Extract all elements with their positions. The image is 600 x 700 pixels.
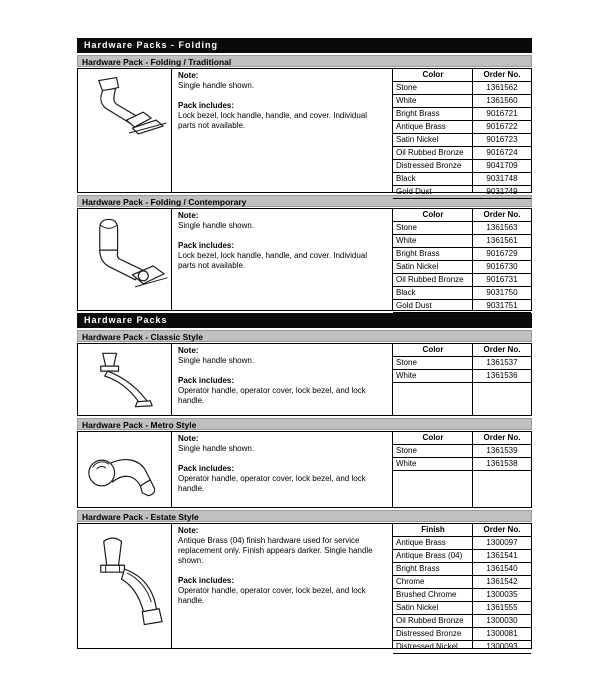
note-text: Antique Brass (04) finish hardware used for service replacement only. Finish appears darker. Single handle shown. (178, 536, 373, 565)
color-name-cell: Black (396, 288, 416, 297)
section-header-folding-contemporary: Hardware Pack - Folding / Contemporary (77, 195, 532, 207)
finish-order-table (393, 524, 531, 651)
table-row (393, 235, 531, 248)
color-name-cell: Brushed Chrome (396, 590, 457, 599)
color-name-cell: Oil Rubbed Bronze (396, 275, 464, 284)
table-row (393, 274, 531, 287)
catalog-page (77, 38, 532, 651)
section-classic-style (77, 343, 532, 416)
table-header-row (393, 524, 531, 537)
table-header-row (393, 209, 531, 222)
table-row (393, 550, 531, 563)
column-header-color: Color (422, 345, 444, 354)
color-name-cell: White (396, 96, 417, 105)
table-column-divider (472, 524, 473, 648)
order-number-cell: 1300093 (486, 642, 518, 651)
note-label: Note: (178, 71, 199, 80)
section-header-metro-style: Hardware Pack - Metro Style (77, 418, 532, 430)
order-number-cell: 1361563 (486, 223, 518, 232)
section-folding-contemporary (77, 208, 532, 311)
table-column-divider (472, 432, 473, 507)
color-name-cell: Bright Brass (396, 564, 440, 573)
color-name-cell: Satin Nickel (396, 603, 439, 612)
handle-image-cell (78, 344, 172, 415)
note-cell (172, 344, 393, 415)
order-number-cell: 9031749 (486, 187, 518, 196)
pack-includes-text: Lock bezel, lock handle, handle, and cover. Individual parts not available. (178, 251, 368, 270)
color-name-cell: White (396, 236, 417, 245)
handle-image-cell (78, 524, 172, 648)
note-label: Note: (178, 526, 199, 535)
table-row (393, 641, 531, 654)
order-number-cell: 1361540 (486, 564, 518, 573)
note-label: Note: (178, 211, 199, 220)
note-cell (172, 209, 393, 310)
table-row (393, 222, 531, 235)
color-name-cell: Oil Rubbed Bronze (396, 148, 464, 157)
table-row (393, 108, 531, 121)
note-cell (172, 432, 393, 507)
color-name-cell: Gold Dust (396, 187, 432, 196)
table-row (393, 248, 531, 261)
color-name-cell: Chrome (396, 577, 425, 586)
table-column-divider (472, 209, 473, 310)
table-body (393, 537, 531, 654)
section-header-estate-style: Hardware Pack - Estate Style (77, 510, 532, 522)
table-header-row (393, 69, 531, 82)
color-name-cell: White (396, 459, 417, 468)
section-folding-traditional (77, 68, 532, 196)
table-row (393, 628, 531, 641)
color-name-cell: Distressed Nickel (396, 642, 458, 651)
order-number-cell: 1361542 (486, 577, 518, 586)
column-header-order-no: Order No. (483, 433, 521, 442)
note-text: Single handle shown. (178, 221, 255, 230)
table-column-divider (472, 69, 473, 192)
column-header-order-no: Order No. (483, 525, 521, 534)
column-header-color: Color (422, 70, 444, 79)
group-header-hardware-packs: Hardware Packs (77, 313, 532, 328)
table-row (393, 615, 531, 628)
pack-includes-label: Pack includes: (178, 464, 235, 473)
table-row (393, 121, 531, 134)
table-row (393, 134, 531, 147)
pack-includes-text: Operator handle, operator cover, lock bezel, and lock handle. (178, 386, 366, 405)
order-number-cell: 9031748 (486, 174, 518, 183)
note-text: Single handle shown. (178, 444, 255, 453)
pack-includes-text: Operator handle, operator cover, lock bezel, and lock handle. (178, 474, 366, 493)
order-number-cell: 1361536 (486, 371, 518, 380)
color-name-cell: Antique Brass (396, 538, 446, 547)
table-column-divider (472, 344, 473, 415)
order-number-cell: 9016724 (486, 148, 518, 157)
order-number-cell: 1361560 (486, 96, 518, 105)
table-header-row (393, 344, 531, 357)
order-number-cell: 9016730 (486, 262, 518, 271)
color-name-cell: White (396, 371, 417, 380)
color-name-cell: Gold Dust (396, 301, 432, 310)
order-number-cell: 9016723 (486, 135, 518, 144)
color-order-table (393, 432, 531, 507)
order-number-cell: 1361555 (486, 603, 518, 612)
color-name-cell: Bright Brass (396, 109, 440, 118)
color-name-cell: Antique Brass (396, 122, 446, 131)
table-body (393, 357, 531, 383)
table-row (393, 95, 531, 108)
section-header-classic-style: Hardware Pack - Classic Style (77, 330, 532, 342)
order-number-cell: 1300035 (486, 590, 518, 599)
table-row (393, 576, 531, 589)
pack-includes-label: Pack includes: (178, 241, 235, 250)
pack-includes-text: Lock bezel, lock handle, handle, and cover. Individual parts not available. (178, 111, 368, 130)
order-number-cell: 1361562 (486, 83, 518, 92)
table-row (393, 287, 531, 300)
folding-contemporary-handle-icon (78, 209, 171, 312)
column-header-order-no: Order No. (483, 345, 521, 354)
color-name-cell: Bright Brass (396, 249, 440, 258)
table-row (393, 357, 531, 370)
table-row (393, 261, 531, 274)
classic-style-handle-icon (78, 344, 171, 417)
section-metro-style (77, 431, 532, 508)
table-row (393, 300, 531, 313)
column-header-order-no: Order No. (483, 210, 521, 219)
table-header-row (393, 432, 531, 445)
table-row (393, 589, 531, 602)
color-name-cell: Stone (396, 223, 417, 232)
color-name-cell: Satin Nickel (396, 262, 439, 271)
column-header-color: Color (422, 210, 444, 219)
color-order-table (393, 209, 531, 310)
order-number-cell: 9016731 (486, 275, 518, 284)
order-number-cell: 9041709 (486, 161, 518, 170)
table-row (393, 563, 531, 576)
table-row (393, 173, 531, 186)
color-order-table (393, 344, 531, 415)
group-header-folding: Hardware Packs - Folding (77, 38, 532, 53)
order-number-cell: 9016722 (486, 122, 518, 131)
color-name-cell: Stone (396, 446, 417, 455)
note-cell (172, 69, 393, 192)
order-number-cell: 1361561 (486, 236, 518, 245)
estate-style-handle-icon (78, 524, 171, 650)
color-order-table (393, 69, 531, 196)
order-number-cell: 1361537 (486, 358, 518, 367)
color-name-cell: Satin Nickel (396, 135, 439, 144)
order-number-cell: 1361539 (486, 446, 518, 455)
table-row (393, 602, 531, 615)
note-label: Note: (178, 434, 199, 443)
pack-includes-label: Pack includes: (178, 101, 235, 110)
section-header-folding-traditional: Hardware Pack - Folding / Traditional (77, 55, 532, 67)
order-number-cell: 9016729 (486, 249, 518, 258)
note-label: Note: (178, 346, 199, 355)
table-row (393, 537, 531, 550)
color-name-cell: Stone (396, 358, 417, 367)
table-row (393, 82, 531, 95)
color-name-cell: Antique Brass (04) (396, 551, 463, 560)
order-number-cell: 1300097 (486, 538, 518, 547)
table-row (393, 147, 531, 160)
pack-includes-text: Operator handle, operator cover, lock bezel, and lock handle. (178, 586, 366, 605)
table-body (393, 222, 531, 313)
note-text: Single handle shown. (178, 356, 255, 365)
handle-image-cell (78, 432, 172, 507)
table-row (393, 458, 531, 471)
section-estate-style (77, 523, 532, 649)
order-number-cell: 9031751 (486, 301, 518, 310)
order-number-cell: 1361541 (486, 551, 518, 560)
color-name-cell: Oil Rubbed Bronze (396, 616, 464, 625)
handle-image-cell (78, 69, 172, 192)
color-name-cell: Stone (396, 83, 417, 92)
table-row (393, 186, 531, 199)
color-name-cell: Distressed Bronze (396, 629, 462, 638)
metro-style-handle-icon (78, 432, 171, 509)
table-body (393, 445, 531, 471)
column-header-color: Color (422, 433, 444, 442)
order-number-cell: 9031750 (486, 288, 518, 297)
folding-traditional-handle-icon (78, 69, 171, 194)
order-number-cell: 9016721 (486, 109, 518, 118)
pack-includes-label: Pack includes: (178, 376, 235, 385)
column-header-order-no: Order No. (483, 70, 521, 79)
table-row (393, 160, 531, 173)
pack-includes-label: Pack includes: (178, 576, 235, 585)
note-text: Single handle shown. (178, 81, 255, 90)
note-cell (172, 524, 393, 648)
order-number-cell: 1300030 (486, 616, 518, 625)
order-number-cell: 1300081 (486, 629, 518, 638)
column-header-finish: Finish (421, 525, 445, 534)
color-name-cell: Black (396, 174, 416, 183)
color-name-cell: Distressed Bronze (396, 161, 462, 170)
order-number-cell: 1361538 (486, 459, 518, 468)
table-row (393, 445, 531, 458)
table-body (393, 82, 531, 199)
handle-image-cell (78, 209, 172, 310)
table-row (393, 370, 531, 383)
